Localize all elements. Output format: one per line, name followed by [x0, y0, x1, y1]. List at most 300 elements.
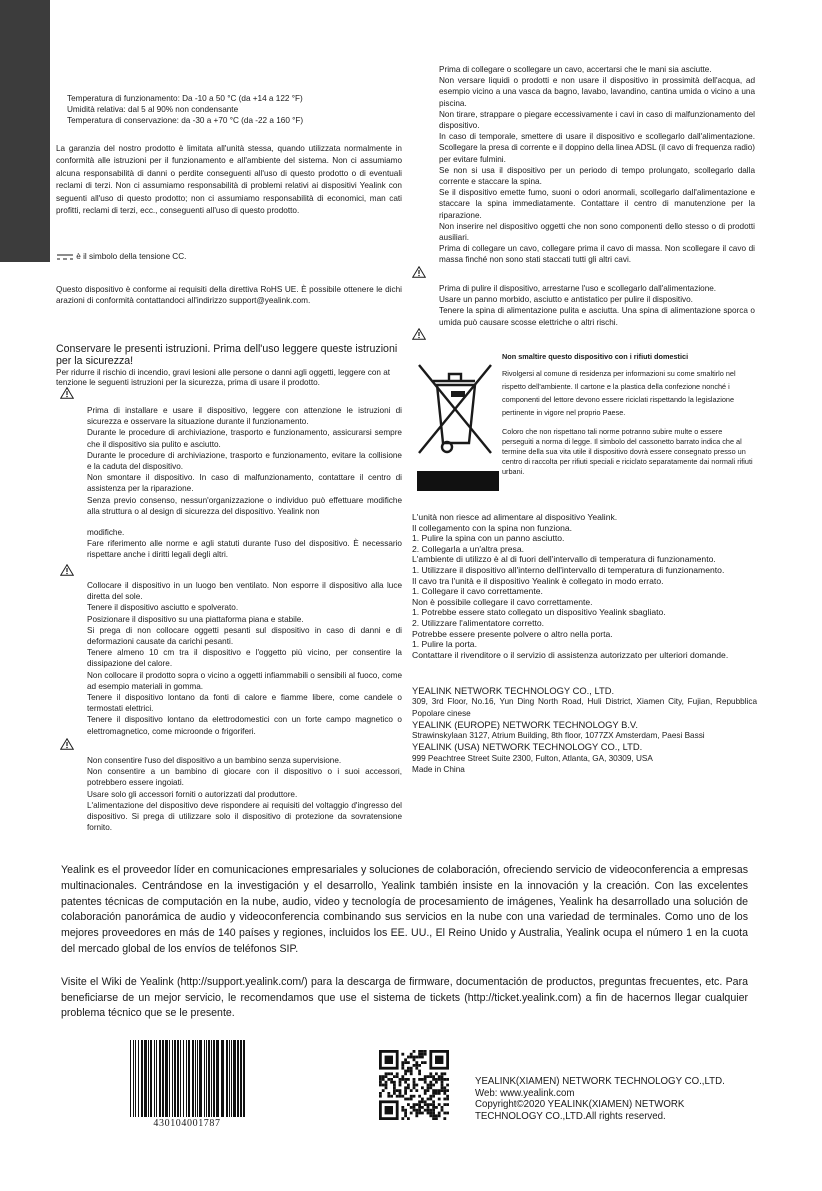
barcode-number: 430104001787 [153, 1118, 221, 1129]
crossed-bin-icon [413, 355, 499, 491]
qr-module [443, 1078, 446, 1081]
qr-module [429, 1098, 432, 1101]
company-addresses [412, 685, 757, 775]
qr-module [418, 1056, 421, 1059]
qr-module [429, 1084, 432, 1087]
barcode-bar [213, 1040, 215, 1117]
qr-module [379, 1075, 382, 1078]
barcode-bar [130, 1040, 131, 1117]
qr-module [399, 1078, 402, 1081]
barcode-bar [141, 1040, 143, 1117]
list-item: Non consentire l'uso del dispositivo a un bambino senza supervisione. [87, 756, 342, 765]
list-item: Si prega di non collocare oggetti pesanti sul dispositivo in caso di danni e di deformazioni causate da carichi pesanti. [87, 625, 402, 647]
qr-module [418, 1072, 421, 1075]
qr-module [427, 1112, 430, 1115]
qr-module [432, 1106, 435, 1109]
list-item: Non smontare il dispositivo. In caso di malfunzionamento, contattare il centro di assistenza per la riparazione. [87, 473, 402, 494]
list-item: 2. Utilizzare l'alimentatore corretto. [412, 617, 545, 628]
qr-module [418, 1103, 421, 1106]
barcode-bar [204, 1040, 205, 1117]
qr-module [404, 1058, 407, 1061]
qr-module [401, 1075, 404, 1078]
barcode-bar [208, 1040, 210, 1117]
qr-module [404, 1089, 407, 1092]
list-item: Non è possibile collegare il cavo correttamente. [412, 596, 593, 607]
company-address: Strawinskylaan 3127, Atrium Building, 8th floor, 1077ZX Amsterdam, Paesi Bassi [412, 731, 705, 741]
qr-module [413, 1106, 416, 1109]
qr-module [413, 1056, 416, 1059]
list-item: Fare riferimento alle norme e agli statuti durante l'uso del dispositivo. È necessario rispettare anche i diritti legali degli altri. [87, 539, 402, 560]
qr-module [427, 1084, 430, 1087]
list-item: Contattare il rivenditore o il servizio di assistenza autorizzato per ulteriori domande. [412, 649, 729, 660]
qr-module [427, 1075, 430, 1078]
qr-module [393, 1089, 396, 1092]
qr-module [418, 1112, 421, 1115]
qr-module [432, 1114, 435, 1117]
rohs-text: Questo dispositivo è conforme ai requisiti della direttiva RoHS UE. È possibile ottenere le dichi arazioni di conformità contattandoci all'indirizzo support@yealink.com. [56, 285, 402, 306]
safety-group-electrical [439, 64, 755, 266]
qr-module [401, 1053, 404, 1056]
barcode-bar [183, 1040, 184, 1117]
qr-module [441, 1078, 444, 1081]
safety-group-general [87, 405, 402, 517]
barcode-bar [180, 1040, 181, 1117]
qr-module [424, 1050, 427, 1053]
qr-module [438, 1098, 441, 1101]
qr-module [432, 1103, 435, 1106]
list-item: Usare un panno morbido, asciutto e antistatico per pulire il dispositivo. [439, 295, 693, 305]
qr-module [404, 1078, 407, 1081]
list-item: Durante le procedure di archiviazione, trasporto e funzionamento, evitare la collisione e la caduta del dispositivo. [87, 450, 402, 472]
qr-module [421, 1098, 424, 1101]
dc-symbol-icon [56, 253, 74, 261]
qr-module [446, 1095, 449, 1098]
qr-module [443, 1092, 446, 1095]
weee-paragraph-2: Coloro che non rispettano tali norme potranno subire multe o essere perseguiti a norma di legge. Il simbolo del cassonetto barrato indica che al termine della sua vita utile il dispositivo dovrà essere consegnato presso un centro di raccolta per rifiuti speciali e riciclato separatamente dai normali rifiuti urbani. [502, 427, 753, 476]
qr-module [382, 1075, 385, 1078]
qr-module [432, 1075, 435, 1078]
barcode-bar [188, 1040, 190, 1117]
list-item: Non tirare, strappare o piegare eccessivamente i cavi in caso di malfunzionamento del dispositivo. [439, 109, 755, 131]
qr-module [438, 1089, 441, 1092]
qr-module [424, 1092, 427, 1095]
barcode [128, 1040, 246, 1117]
qr-module [435, 1072, 438, 1075]
barcode-bar [192, 1040, 194, 1117]
list-item: 1. Pulire la porta. [412, 639, 477, 650]
qr-module [438, 1112, 441, 1115]
qr-module [413, 1064, 416, 1067]
qr-module [415, 1112, 418, 1115]
qr-module [379, 1078, 382, 1081]
qr-module [404, 1109, 407, 1112]
barcode-bar [231, 1040, 232, 1117]
qr-module [418, 1064, 421, 1067]
troubleshooting [412, 512, 758, 660]
barcode-bar [169, 1040, 170, 1117]
qr-module [441, 1086, 444, 1089]
company-address: 309, 3rd Floor, No.16, Yun Ding North Road, Huli District, Xiamen City, Fujian, Repubblica Popolare cinese [412, 697, 757, 718]
barcode-bar [216, 1040, 219, 1117]
qr-module [427, 1106, 430, 1109]
barcode-bar [148, 1040, 149, 1117]
barcode-bar [172, 1040, 173, 1117]
list-item: Durante le procedure di archiviazione, trasporto e funzionamento, assicurarsi sempre che il dispositivo sia pulito e asciutto. [87, 428, 402, 449]
qr-module [413, 1103, 416, 1106]
warning-icon [60, 738, 74, 750]
qr-finder [385, 1056, 393, 1064]
qr-module [432, 1078, 435, 1081]
qr-module [413, 1109, 416, 1112]
qr-module [429, 1075, 432, 1078]
barcode-bar [133, 1040, 134, 1117]
qr-module [418, 1078, 421, 1081]
dc-symbol-row [56, 251, 402, 262]
safety-group-cleaning [439, 283, 755, 328]
qr-module [382, 1084, 385, 1087]
warning-icon [60, 564, 74, 576]
qr-module [446, 1078, 449, 1081]
safety-group-general-cont [87, 527, 402, 561]
qr-module [438, 1092, 441, 1095]
qr-module [424, 1061, 427, 1064]
barcode-bar [186, 1040, 187, 1117]
qr-module [410, 1053, 413, 1056]
qr-module [393, 1092, 396, 1095]
qr-module [441, 1081, 444, 1084]
qr-module [415, 1103, 418, 1106]
barcode-bar [177, 1040, 179, 1117]
qr-module [410, 1072, 413, 1075]
qr-module [404, 1081, 407, 1084]
qr-module [424, 1053, 427, 1056]
qr-module [410, 1056, 413, 1059]
warning-icon [412, 328, 426, 340]
qr-module [441, 1072, 444, 1075]
qr-module [443, 1086, 446, 1089]
qr-module [429, 1095, 432, 1098]
qr-module [407, 1098, 410, 1101]
qr-module [399, 1084, 402, 1087]
qr-module [401, 1109, 404, 1112]
list-item: Prima di collegare un cavo, collegare prima il cavo di massa. Non scollegare il cavo di massa finché non sono stati staccati tutti gli altri cavi. [439, 244, 755, 265]
qr-module [410, 1098, 413, 1101]
list-item: L'alimentazione del dispositivo deve rispondere ai requisiti del voltaggio d'ingresso del dispositivo. Si prega di utilizzare solo il dispositivo di protezione da sovratensione fornito. [87, 800, 402, 833]
barcode-bar [226, 1040, 228, 1117]
qr-module [432, 1117, 435, 1120]
barcode-bar [211, 1040, 212, 1117]
operating-conditions [67, 93, 397, 127]
qr-module [404, 1070, 407, 1073]
list-item: Usare solo gli accessori forniti o autorizzati dal produttore. [87, 789, 298, 799]
list-item: Tenere la spina di alimentazione pulita e asciutta. Una spina di alimentazione sporca o umida può causare scosse elettriche o altri rischi. [439, 306, 755, 327]
qr-module [410, 1095, 413, 1098]
qr-module [443, 1103, 446, 1106]
qr-module [418, 1053, 421, 1056]
qr-module [446, 1103, 449, 1106]
qr-module [399, 1095, 402, 1098]
qr-module [407, 1078, 410, 1081]
qr-module [424, 1075, 427, 1078]
qr-module [432, 1100, 435, 1103]
qr-module [432, 1092, 435, 1095]
qr-module [424, 1100, 427, 1103]
list-item: In caso di temporale, smettere di usare il dispositivo e scollegarlo dall'alimentazione. Scollegare la presa di corrente e il doppino della linea ADSL (il cavo di frequenza radio) per evitare fulmini. [439, 132, 756, 164]
qr-module [413, 1078, 416, 1081]
qr-module [410, 1070, 413, 1073]
qr-module [427, 1086, 430, 1089]
qr-module [421, 1050, 424, 1053]
footer-company: YEALINK(XIAMEN) NETWORK TECHNOLOGY CO.,LTD. [475, 1076, 725, 1087]
barcode-bar [174, 1040, 176, 1117]
qr-module [418, 1100, 421, 1103]
qr-module [441, 1084, 444, 1087]
qr-module [421, 1086, 424, 1089]
qr-module [407, 1067, 410, 1070]
footer-info [475, 1076, 765, 1123]
qr-module [407, 1056, 410, 1059]
qr-module [427, 1089, 430, 1092]
list-item: 1. Collegare il cavo correttamente. [412, 586, 543, 597]
qr-module [424, 1089, 427, 1092]
qr-module [438, 1103, 441, 1106]
qr-module [418, 1070, 421, 1073]
barcode-bar [156, 1040, 157, 1117]
qr-module [413, 1050, 416, 1053]
made-in: Made in China [412, 765, 465, 775]
list-item: modifiche. [87, 528, 125, 537]
safety-group-children [87, 755, 402, 833]
qr-module [418, 1109, 421, 1112]
qr-finder [385, 1106, 393, 1114]
qr-module [441, 1106, 444, 1109]
qr-module [387, 1072, 390, 1075]
barcode-bar [138, 1040, 139, 1117]
qr-module [413, 1086, 416, 1089]
qr-module [407, 1084, 410, 1087]
qr-module [390, 1081, 393, 1084]
qr-module [401, 1064, 404, 1067]
qr-module [421, 1106, 424, 1109]
warning-icon [60, 387, 74, 399]
qr-module [424, 1078, 427, 1081]
qr-module [435, 1089, 438, 1092]
list-item: Non collocare il prodotto sopra o vicino a oggetti infiammabili o sensibili al fuoco, come ad esempio materiali in gomma. [87, 670, 402, 691]
qr-module [401, 1095, 404, 1098]
qr-module [385, 1072, 388, 1075]
list-item: Tenere almeno 10 cm tra il dispositivo e l'oggetto più vicino, per consentire la dissipazione del calore. [87, 648, 402, 669]
qr-module [385, 1075, 388, 1078]
qr-module [387, 1092, 390, 1095]
qr-module [421, 1053, 424, 1056]
qr-module [435, 1106, 438, 1109]
safety-intro: Per ridurre il rischio di incendio, gravi lesioni alle persone o danni agli oggetti, leggere con at tenzione le seguenti istruzioni per la sicurezza, prima di usare il prodotto. [56, 368, 391, 387]
barcode-bar [229, 1040, 230, 1117]
qr-module [407, 1061, 410, 1064]
qr-module [432, 1095, 435, 1098]
list-item: Senza previo consenso, nessun'organizzazione o individuo può effettuare modifiche alla struttura o al design di sicurezza del dispositivo. Yealink non [87, 495, 402, 516]
qr-module [429, 1114, 432, 1117]
qr-module [407, 1070, 410, 1073]
qr-module [415, 1109, 418, 1112]
qr-module [441, 1075, 444, 1078]
company-name: YEALINK (EUROPE) NETWORK TECHNOLOGY B.V. [412, 718, 638, 730]
qr-module [413, 1081, 416, 1084]
qr-module [396, 1095, 399, 1098]
barcode-bar [199, 1040, 202, 1117]
qr-module [401, 1117, 404, 1120]
qr-module [435, 1092, 438, 1095]
barcode-bar [197, 1040, 198, 1117]
list-item: 2. Collegarla a un'altra presa. [412, 543, 524, 554]
qr-module [404, 1086, 407, 1089]
qr-module [404, 1114, 407, 1117]
qr-module [393, 1081, 396, 1084]
list-item: L'ambiente di utilizzo è al di fuori dell'intervallo di temperatura di funzionamento. [412, 554, 716, 565]
qr-module [435, 1078, 438, 1081]
safety-group-environment [87, 580, 402, 737]
qr-module [424, 1103, 427, 1106]
qr-module [441, 1089, 444, 1092]
qr-module [429, 1072, 432, 1075]
qr-module [429, 1112, 432, 1115]
qr-module [401, 1061, 404, 1064]
list-item: Tenere il dispositivo lontano da fonti di calore e fiamme libere, come candele o termostati elettrici. [87, 693, 402, 714]
list-item: 1. Utilizzare il dispositivo all'interno dell'intervallo di temperatura di funzionamento. [412, 564, 725, 575]
qr-module [429, 1109, 432, 1112]
qr-module [432, 1109, 435, 1112]
qr-module [413, 1095, 416, 1098]
qr-module [393, 1086, 396, 1089]
qr-module [441, 1109, 444, 1112]
qr-module [421, 1056, 424, 1059]
qr-module [410, 1106, 413, 1109]
qr-module [413, 1084, 416, 1087]
qr-module [424, 1109, 427, 1112]
qr-module [427, 1103, 430, 1106]
qr-module [432, 1089, 435, 1092]
qr-module [424, 1081, 427, 1084]
qr-module [396, 1072, 399, 1075]
qr-module [379, 1081, 382, 1084]
barcode-bar [162, 1040, 164, 1117]
qr-module [407, 1103, 410, 1106]
list-item: Il collegamento con la spina non funziona. [412, 522, 573, 533]
qr-module [385, 1086, 388, 1089]
qr-module [415, 1089, 418, 1092]
list-item: Collocare il dispositivo in un luogo ben ventilato. Non esporre il dispositivo alla luce diretta del sole. [87, 581, 402, 602]
qr-module [443, 1117, 446, 1120]
qr-module [427, 1109, 430, 1112]
qr-module [443, 1089, 446, 1092]
qr-module [432, 1112, 435, 1115]
qr-module [418, 1106, 421, 1109]
barcode-bar [165, 1040, 168, 1117]
list-item: Se il dispositivo emette fumo, suoni o odori anormali, scollegarlo dall'alimentazione e staccare la spina immediatamente. Contattare il centro di manutenzione per la riparazione. [439, 188, 755, 220]
qr-module [393, 1075, 396, 1078]
barcode-bar [243, 1040, 245, 1117]
barcode-bar [206, 1040, 207, 1117]
company-name: YEALINK NETWORK TECHNOLOGY CO., LTD. [412, 685, 615, 696]
qr-module [387, 1095, 390, 1098]
list-item: Se non si usa il dispositivo per un periodo di tempo prolungato, scollegarlo dalla corrente e staccare la spina. [439, 165, 755, 187]
qr-module [401, 1106, 404, 1109]
qr-module [435, 1117, 438, 1120]
weee-notice [502, 352, 754, 476]
list-item: Potrebbe essere presente polvere o altro nella porta. [412, 628, 613, 639]
qr-module [418, 1095, 421, 1098]
qr-module [404, 1112, 407, 1115]
qr-module [429, 1081, 432, 1084]
warranty-text: La garanzia del nostro prodotto è limitata all'unità stessa, quando utilizzata normalmente in conformità alle istruzioni per il funzionamento e all'ambiente del sistema. Non ci assumiamo alcuna responsabilità di danni o perdite conseguenti all'uso di questo prodotto o di eventuali reclami di terzi. Non ci assumiamo responsabilità di problemi relativi ai dispositivi Yealink con seguenti all'uso di questo prodotto; non ci assumiamo responsabilità di economici, man cati profitti, reclami di terzi, ecc., conseguenti all'uso di questo prodotto. [56, 144, 402, 216]
qr-module [429, 1103, 432, 1106]
qr-module [415, 1084, 418, 1087]
qr-module [438, 1114, 441, 1117]
qr-module [429, 1086, 432, 1089]
qr-module [415, 1064, 418, 1067]
footer-copyright: Copyright©2020 YEALINK(XIAMEN) NETWORK TECHNOLOGY CO.,LTD.All rights reserved. [475, 1099, 685, 1123]
company-intro: Yealink es el proveedor líder en comunicaciones empresariales y soluciones de colaboración, ofreciendo servicio de videoconferencia a empresas multinacionales. Centrándose en la investigación y el desarrollo, Yealink también insiste en la innovación y la creación. Con las excelentes patentes técnicas de computación en la nube, audio, video y tecnología de procesamiento de imágenes, Yealink ha desarrollado una solución de colaboración panorámica de audio y videoconferencia combinando sus servicios en la nube con una variedad de terminales. Como uno de los mejores proveedores en más de 140 países y regiones, incluidos los EE. UU., El Reino Unido y Australia, Yealink ocupa el número 1 en la cuota del mercado global de los envíos de teléfonos SIP. [61, 864, 748, 955]
qr-module [415, 1061, 418, 1064]
qr-module [410, 1112, 413, 1115]
warning-icon [412, 266, 426, 278]
safety-title: Conservare le presenti istruzioni. Prima dell'uso leggere queste istruzioni per la sicurezza! [56, 343, 398, 368]
list-item: 1. Potrebbe essere stato collegato un dispositivo Yealink sbagliato. [412, 607, 666, 618]
company-name: YEALINK (USA) NETWORK TECHNOLOGY CO., LTD. [412, 741, 643, 753]
barcode-bar [233, 1040, 236, 1117]
qr-module [390, 1078, 393, 1081]
footer-web: Web: www.yealink.com [475, 1087, 575, 1099]
qr-module [421, 1078, 424, 1081]
qr-module [385, 1084, 388, 1087]
list-item: Il cavo tra l'unità e il dispositivo Yealink è collegato in modo errato. [412, 575, 664, 586]
qr-module [438, 1078, 441, 1081]
barcode-bar [221, 1040, 224, 1117]
qr-module [399, 1092, 402, 1095]
list-item: Non inserire nel dispositivo oggetti che non sono componenti dello stesso o di prodotti ausiliari. [439, 221, 755, 243]
qr-module [404, 1061, 407, 1064]
qr-module [401, 1078, 404, 1081]
qr-module [427, 1098, 430, 1101]
list-item: Non versare liquidi o prodotti e non usare il dispositivo in prossimità dell'acqua, ad esempio vicino a una vasca da bagno, lavabo, lavandino, cantina umida o vicino a una piscina. [439, 76, 755, 108]
qr-module [407, 1086, 410, 1089]
list-item: L'unità non riesce ad alimentare al dispositivo Yealink. [412, 512, 618, 522]
qr-module [410, 1089, 413, 1092]
qr-module [385, 1081, 388, 1084]
qr-module [432, 1084, 435, 1087]
qr-module [446, 1098, 449, 1101]
barcode-bar [150, 1040, 152, 1117]
list-item: Non consentire a un bambino di giocare con il dispositivo o i suoi accessori, potrebbero essere ingoiati. [87, 767, 402, 788]
qr-code [379, 1050, 449, 1120]
qr-module [382, 1089, 385, 1092]
barcode-bar [240, 1040, 242, 1117]
qr-finder [435, 1056, 443, 1064]
qr-module [413, 1058, 416, 1061]
qr-module [387, 1078, 390, 1081]
operating-temperature: Temperatura di funzionamento: Da -10 a 50 °C (da +14 a 122 °F) [67, 94, 303, 103]
qr-module [443, 1072, 446, 1075]
qr-module [379, 1095, 382, 1098]
qr-module [399, 1081, 402, 1084]
qr-module [382, 1078, 385, 1081]
qr-module [435, 1114, 438, 1117]
barcode-bar [144, 1040, 147, 1117]
qr-module [393, 1084, 396, 1087]
list-item: Tenere il dispositivo lontano da elettrodomestici con un forte campo magnetico o elettromagnetico, come microonde o frigoriferi. [87, 715, 402, 736]
qr-module [421, 1112, 424, 1115]
qr-module [390, 1072, 393, 1075]
